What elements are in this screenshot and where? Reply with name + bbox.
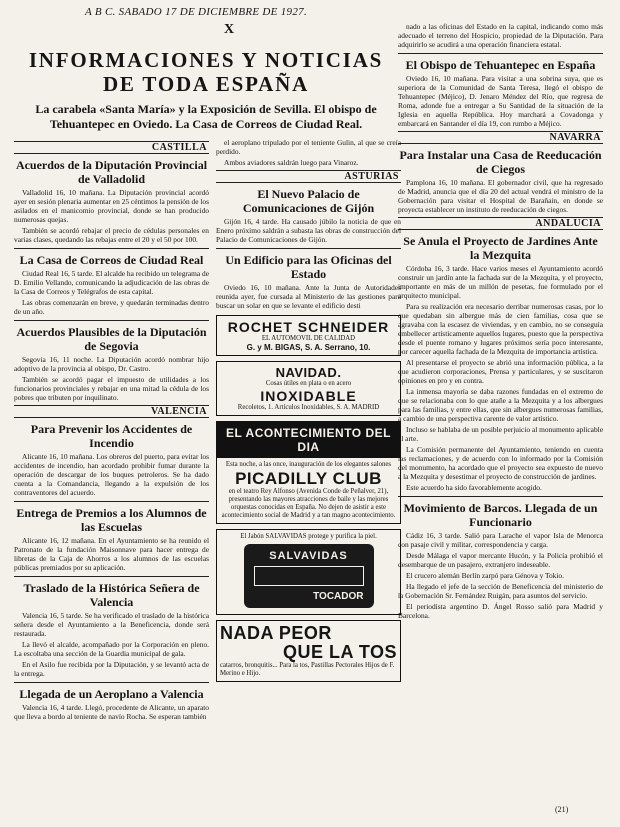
ornament-x: X <box>224 22 235 37</box>
headline-correos: La Casa de Correos de Ciudad Real <box>19 253 204 267</box>
paragraph: Incluso se hablaba de un posible perjuicio al monumento aplicable al arte. <box>398 425 603 443</box>
ad-pic-body: en el teatro Rey Alfonso (Avenida Conde de Peñalver, 21), presentando las mayores atracciones de baile y las mejores orquestas conocidas en España. No dejen de asistir a este acontecimiento social de Madrid y a tan magno acontecimiento. <box>221 488 396 519</box>
ad-pic-banner: EL ACONTECIMIENTO DEL DIA <box>217 422 400 458</box>
page-number: (21) <box>555 805 569 814</box>
paragraph: Alicante 16, 12 mañana. En el Ayuntamiento se ha reunido el Patronato de la fundación Maisonnave para hacer entrega de libretas de la Caja de Ahorros a los alumnos de las escuelas públicas premiados por su aplicación. <box>14 536 209 572</box>
subhead: La carabela «Santa María» y la Exposición de Sevilla. El obispo de Tehuantepec en Oviedo. La Casa de Correos de Ciudad Real. <box>35 102 377 131</box>
ad-nada-line-2: QUE LA TOS <box>282 642 397 662</box>
divider <box>14 576 209 577</box>
headline-incendio: Para Prevenir los Accidentes de Incendio <box>30 422 193 450</box>
section-asturias: ASTURIAS <box>216 170 401 183</box>
paragraph: Ha llegado el jefe de la sección de Beneficencia del ministerio de la Gobernación Sr. Fernández Ruigán, para asuntos del servicio. <box>398 582 603 600</box>
ad-nada-body: catarros, bronquitis... Para la tos, Pastillas Pectorales Hijos de F. Merino e Hijo. <box>220 662 395 677</box>
paragraph: También se acordó rebajar el precio de cédulas personales en varias clases, quedando las rebajas entre el 20 y el 50 por 100. <box>14 226 209 244</box>
paragraph: Gijón 16, 4 tarde. Ha causado júbilo la noticia de que en Enero próximo saldrán a subasta las obras de construcción del Palacio de Comunicaciones de Gijón. <box>216 217 401 244</box>
paragraph: El periodista argentino D. Ángel Rosso salió para Madrid y Barcelona. <box>398 602 603 620</box>
ad-rochet-title: ROCHET SCHNEIDER <box>227 319 390 335</box>
headline-mezquita: Se Anula el Proyecto de Jardines Ante la Mezquita <box>403 234 598 262</box>
ad-inoxidable <box>216 361 401 416</box>
masthead-line-2: DE TODA ESPAÑA <box>102 72 310 96</box>
paragraph: Valladolid 16, 10 mañana. La Diputación provincial acordó ayer en sesión plenaria aumentar en 25 céntimos la pensión de los asilados en el manicomio provincial, donde se han producido numerosas quejas. <box>14 188 209 224</box>
section-andalucia: ANDALUCIA <box>398 217 603 230</box>
column-2 <box>216 138 401 818</box>
paragraph: La llevó el alcalde, acompañado por la Corporación en pleno. La escoltaba una sección de la Guardia municipal de gala. <box>14 640 209 658</box>
paragraph: Desde Málaga el vapor mercante Hucón, y la Policía prohibió el desembarque de un pasajero, extranjero indeseable. <box>398 551 603 569</box>
ad-nada-line-1: NADA PEOR <box>220 623 332 643</box>
divider <box>398 496 603 497</box>
paragraph: nado a las oficinas del Estado en la capital, indicando como más adecuado el terreno del Hospicio, propiedad de la Diputación. Para adquirirlo se acudirá a una operación financiera estatal. <box>398 22 603 49</box>
paragraph: Para su realización era necesario derribar numerosas casas, por lo que quedaban sin albergue más de cien familias, cosa que se agravaba con la escasez de viviendas, y en cambio, no se conseguía embellecer artísticamente aquellos lugares, puesto que la perspectiva desde el puente romano y lugares próximos sería poco interesante, por carecer aquella fachada de la Mezquita de importancia artística. <box>398 302 603 356</box>
paragraph: Oviedo 16, 10 mañana. Ante la Junta de Autoridades reunida ayer, fue cursada al Ministerio de las gestiones para buscar un solar en que se levante el edificio desti <box>216 283 401 310</box>
paragraph: La Comisión permanente del Ayuntamiento, teniendo en cuenta las reclamaciones, y de acuerdo con lo informado por la Comisión del monumento, ha acordado que el proyecto sea expuesto de nuevo a la Mezquita y desestimar el proyecto de construcción de jardines. <box>398 445 603 481</box>
headline-obispo: El Obispo de Tehuantepec en España <box>405 58 596 72</box>
paragraph: Al presentarse el proyecto se abrió una información pública, a la que acudieron corporaciones, Prensa y particulares, y se suscitaron opiniones en pro y en contra. <box>398 358 603 385</box>
headline-diputacion: Acuerdos de la Diputación Provincial de Valladolid <box>15 158 208 186</box>
paragraph: Córdoba 16, 3 tarde. Hace varios meses el Ayuntamiento acordó construir un jardín ante la fachada sur de la Mezquita, y el proyecto, importante en más de un millón de pesetas, fue formulado por el arquitecto municipal. <box>398 264 603 300</box>
headline-palacio: El Nuevo Palacio de Comunicaciones de Gijón <box>242 187 375 215</box>
ad-inox-addr: Recoletos, 1. Artículos Inoxidables, S. A. MADRID <box>237 404 380 411</box>
ad-salvavidas <box>216 529 401 615</box>
headline-premios: Entrega de Premios a los Alumnos de las Escuelas <box>16 506 207 534</box>
ad-pic-title: PICADILLY CLUB <box>235 469 382 488</box>
ad-rochet-addr: G. y M. BIGAS, S. A. Serrano, 10. <box>246 343 371 352</box>
section-castilla: CASTILLA <box>14 141 209 154</box>
ad-picadilly <box>216 421 401 524</box>
dateline: A B C. SABADO 17 DE DICIEMBRE DE 1927. <box>85 6 307 18</box>
ad-inox-line: Cosas útiles en plata o en acero <box>265 380 352 387</box>
paragraph: Ambos aviadores saldrán luego para Vinaroz. <box>224 158 359 167</box>
headline-segovia: Acuerdos Plausibles de la Diputación de Segovia <box>16 325 207 353</box>
paragraph: Segovia 16, 11 noche. La Diputación acordó nombrar hijo adoptivo de la provincia al obispo, Dr. Castro. <box>14 355 209 373</box>
tin-label-bottom: TOCADOR <box>313 591 364 602</box>
ad-inox-navidad: NAVIDAD. <box>275 365 342 380</box>
paragraph: Valencia 16, 5 tarde. Se ha verificado el traslado de la histórica señera desde el Ayuntamiento a la Beneficencia, donde será restaurada. <box>14 611 209 638</box>
ad-salv-text: El Jabón SALVAVIDAS protege y purifica la piel. <box>240 533 377 540</box>
paragraph: Este acuerdo ha sido favorablemente acogido. <box>406 483 542 492</box>
ad-pic-intro: Esta noche, a las once, inauguración de los elegantes salones <box>225 461 392 468</box>
section-navarra: NAVARRA <box>398 131 603 144</box>
section-valencia: VALENCIA <box>14 405 209 418</box>
ad-rochet-schneider <box>216 315 401 356</box>
divider <box>14 248 209 249</box>
paragraph: Ciudad Real 16, 5 tarde. El alcalde ha recibido un telegrama de D. Emilio Vellando, comunicando la adjudicación de las obras de la Casa de Correos y Telégrafos de esta capital. <box>14 269 209 296</box>
masthead-line-1: INFORMACIONES Y NOTICIAS <box>28 48 384 72</box>
headline-senera: Traslado de la Histórica Señera de Valencia <box>23 581 200 609</box>
divider <box>398 53 603 54</box>
paragraph: Cádiz 16, 3 tarde. Salió para Larache el vapor Isla de Menorca con pasaje civil y militar, correspondencia y carga. <box>398 531 603 549</box>
tin-label-top: SALVAVIDAS <box>269 550 348 562</box>
paragraph: En el Asilo fue recibida por la Diputación, y se levantó acta de la entrega. <box>14 660 209 678</box>
headline-edificio: Un Edificio para las Oficinas del Estado <box>225 253 392 281</box>
paragraph: La inmensa mayoría se daba razones fundadas en el extremo de que se relacionaba con lo que atañe a la Mezquita y a los albergues para las familias, y entre ellas, que sin albergues numerosas familias, a cambio de una perspectiva carente de valor artístico. <box>398 387 603 423</box>
ad-nada-peor <box>216 620 401 682</box>
divider <box>14 501 209 502</box>
ad-inox-title: INOXIDABLE <box>260 388 357 404</box>
column-3 <box>398 22 603 817</box>
soap-tin-image <box>244 544 374 608</box>
paragraph: Oviedo 16, 10 mañana. Para visitar a una sobrina suya, que es superiora de la Comunidad de Santa Teresa, llegó el obispo de Tehuantepec (Méjico), D. Jenaro Méndez del Río, que regresa de Roma, adonde fue a entregar a Su Santidad de la situación de la Iglesia en aquella República. Hoy marchará a Covadonga y embarcará en Santander el día 19, con rumbo a Méjico. <box>398 74 603 128</box>
paragraph: el aeroplano tripulado por el teniente Gulin, al que se creía perdido. <box>216 138 401 156</box>
divider <box>216 248 401 249</box>
divider <box>14 320 209 321</box>
paragraph: Alicante 16, 10 mañana. Los obreros del puerto, para evitar los accidentes de incendio, han acordado prohibir fumar durante la operación de descargar de los buques petroleros. Se ha dado cuenta a la Comandancia, llegando a la expulsión de los contraventores del acuerdo. <box>14 452 209 497</box>
tin-band <box>254 566 364 586</box>
paragraph: Valencia 16, 4 tarde. Llegó, procedente de Alicante, un aparato que lleva a bordo al teniente de navío Rocha. Se esperan también <box>14 703 209 721</box>
masthead <box>14 48 398 96</box>
headline-aeroplano: Llegada de un Aeroplano a Valencia <box>19 687 204 701</box>
headline-barcos: Movimiento de Barcos. Llegada de un Funcionario <box>403 501 598 529</box>
headline-ciegos: Para Instalar una Casa de Reeducación de Ciegos <box>399 148 602 176</box>
divider <box>14 682 209 683</box>
column-1 <box>14 138 209 818</box>
paragraph: También se acordó pagar el impuesto de utilidades a los funcionarios provinciales y rebajar en una mitad la cédula de los pobres que tributen por inquilinato. <box>14 375 209 402</box>
paragraph: Pamplona 16, 10 mañana. El gobernador civil, que ha regresado de Madrid, anuncia que el día 20 del actual vendrá el ministro de la Gobernación para visitar el Hospital de Barañain, en donde se proyecta establecer un instituto de reeducación de ciegos. <box>398 178 603 214</box>
paragraph: Las obras comenzarán en breve, y quedarán terminadas dentro de un año. <box>14 298 209 316</box>
paragraph: El crucero alemán Berlín zarpó para Génova y Tokio. <box>406 571 564 580</box>
ad-rochet-sub: EL AUTOMOVIL DE CALIDAD <box>261 335 356 342</box>
